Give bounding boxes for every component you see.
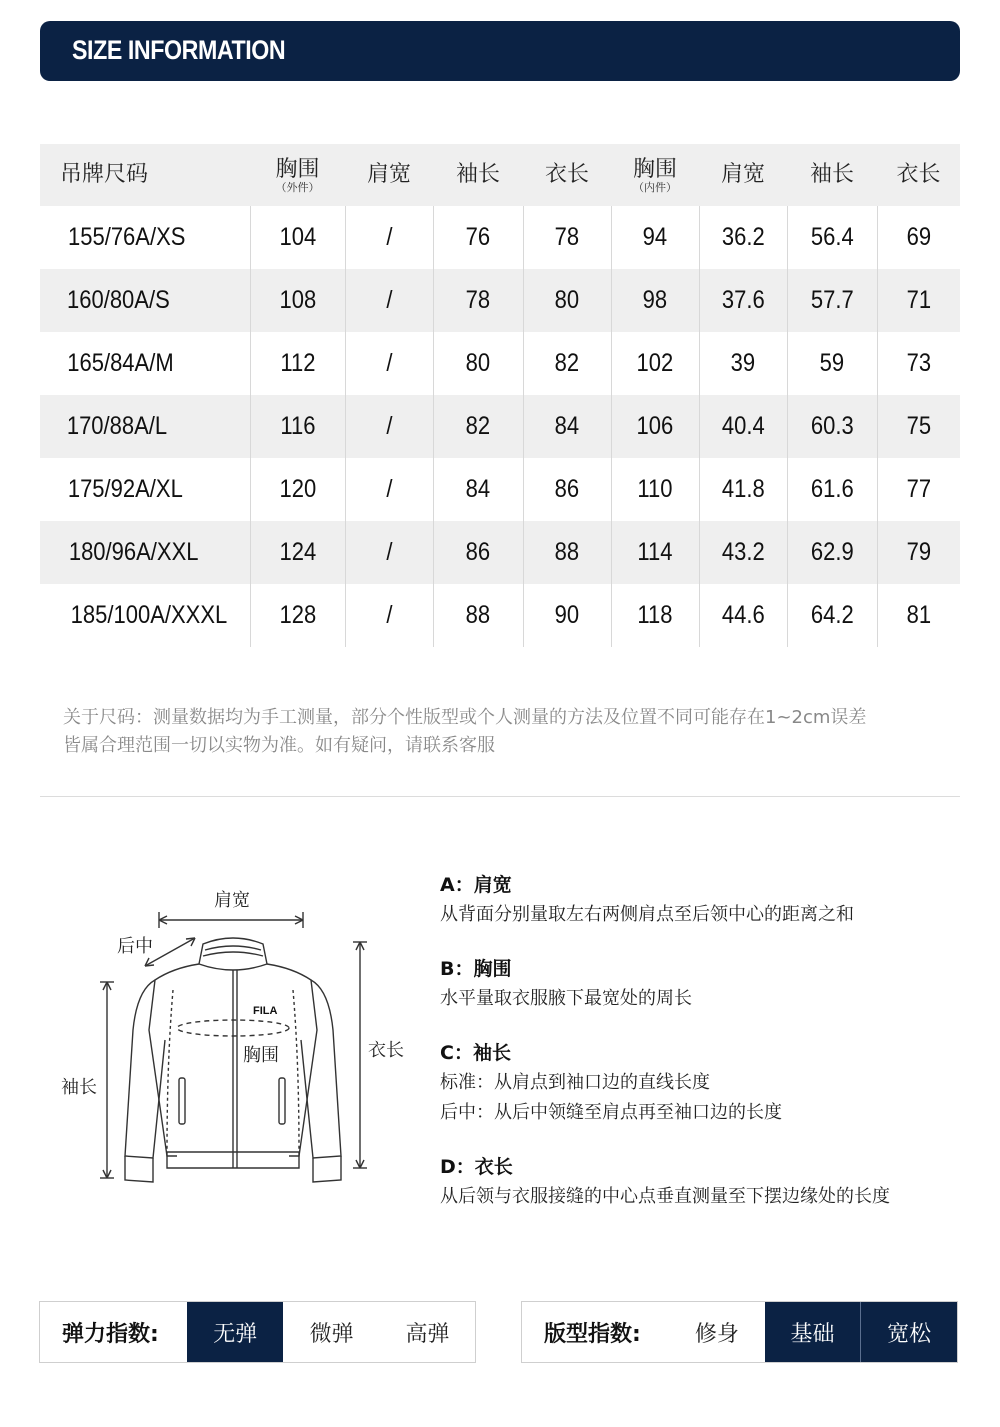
header-shoulder-inner: 肩宽 [699, 144, 787, 206]
label-chest: 胸围 [243, 1045, 279, 1066]
header-shoulder-outer: 肩宽 [345, 144, 433, 206]
label-shoulder: 肩宽 [214, 890, 250, 911]
table-row: 160/80A/S 108 / 78 80 98 37.6 57.7 71 [40, 269, 960, 332]
measurement-definitions [440, 870, 980, 1236]
header-length-outer: 衣长 [523, 144, 611, 206]
definition-shoulder: A：肩宽 从背面分别量取左右两侧肩点至后领中心的距离之和 [440, 874, 854, 925]
table-row: 155/76A/XS 104 / 76 78 94 36.2 56.4 69 [40, 206, 960, 269]
header-sleeve-inner: 袖长 [787, 144, 877, 206]
elasticity-option-none[interactable]: 无弹 [187, 1302, 283, 1362]
note-line-2: 皆属合理范围一切以实物为准。如有疑问，请联系客服 [63, 735, 495, 756]
note-line-1: 关于尺码：测量数据均为手工测量，部分个性版型或个人测量的方法及位置不同可能存在1~2cm误差 [63, 707, 867, 728]
jacket-diagram [55, 880, 415, 1200]
table-row: 185/100A/XXXL 128 / 88 90 118 44.6 64.2 81 [40, 584, 960, 647]
definition-length: D：衣长 从后领与衣服接缝的中心点垂直测量至下摆边缘处的长度 [440, 1156, 890, 1207]
jacket-illustration [55, 880, 415, 1200]
definition-sleeve: C：袖长 标准：从肩点到袖口边的直线长度 后中：从后中领缝至肩点再至袖口边的长度 [440, 1042, 782, 1123]
header-sleeve-outer: 袖长 [433, 144, 523, 206]
elasticity-option-slight[interactable]: 微弹 [309, 1321, 354, 1347]
label-sleeve: 袖长 [61, 1077, 97, 1098]
table-row: 170/88A/L 116 / 82 84 106 40.4 60.3 75 [40, 395, 960, 458]
banner-title: SIZE INFORMATION [72, 35, 286, 65]
fit-label: 版型指数: [544, 1321, 641, 1347]
table-row: 175/92A/XL 120 / 84 86 110 41.8 61.6 77 [40, 458, 960, 521]
fit-index [521, 1301, 958, 1363]
size-info-banner [40, 21, 960, 81]
label-length: 衣长 [368, 1040, 404, 1061]
size-table [40, 144, 960, 647]
header-chest-outer: 胸围 （外件） [250, 144, 345, 206]
table-row: 180/96A/XXL 124 / 86 88 114 43.2 62.9 79 [40, 521, 960, 584]
header-chest-inner: 胸围 （内件） [611, 144, 699, 206]
fit-option-loose[interactable]: 宽松 [861, 1302, 957, 1362]
elasticity-option-high[interactable]: 高弹 [405, 1321, 450, 1347]
elasticity-index [39, 1301, 476, 1363]
definition-chest: B：胸围 水平量取衣服腋下最宽处的周长 [440, 958, 692, 1009]
section-divider [40, 796, 960, 797]
fila-logo: FILA [253, 1005, 278, 1017]
label-back-center: 后中 [117, 936, 153, 957]
fit-option-regular[interactable]: 基础 [765, 1302, 862, 1362]
size-note [63, 704, 963, 760]
table-row: 165/84A/M 112 / 80 82 102 39 59 73 [40, 332, 960, 395]
table-header-row [40, 144, 960, 206]
elasticity-label: 弹力指数: [62, 1321, 159, 1347]
fit-option-slim[interactable]: 修身 [694, 1321, 739, 1347]
header-tag-size: 吊牌尺码 [40, 144, 250, 206]
header-length-inner: 衣长 [877, 144, 960, 206]
